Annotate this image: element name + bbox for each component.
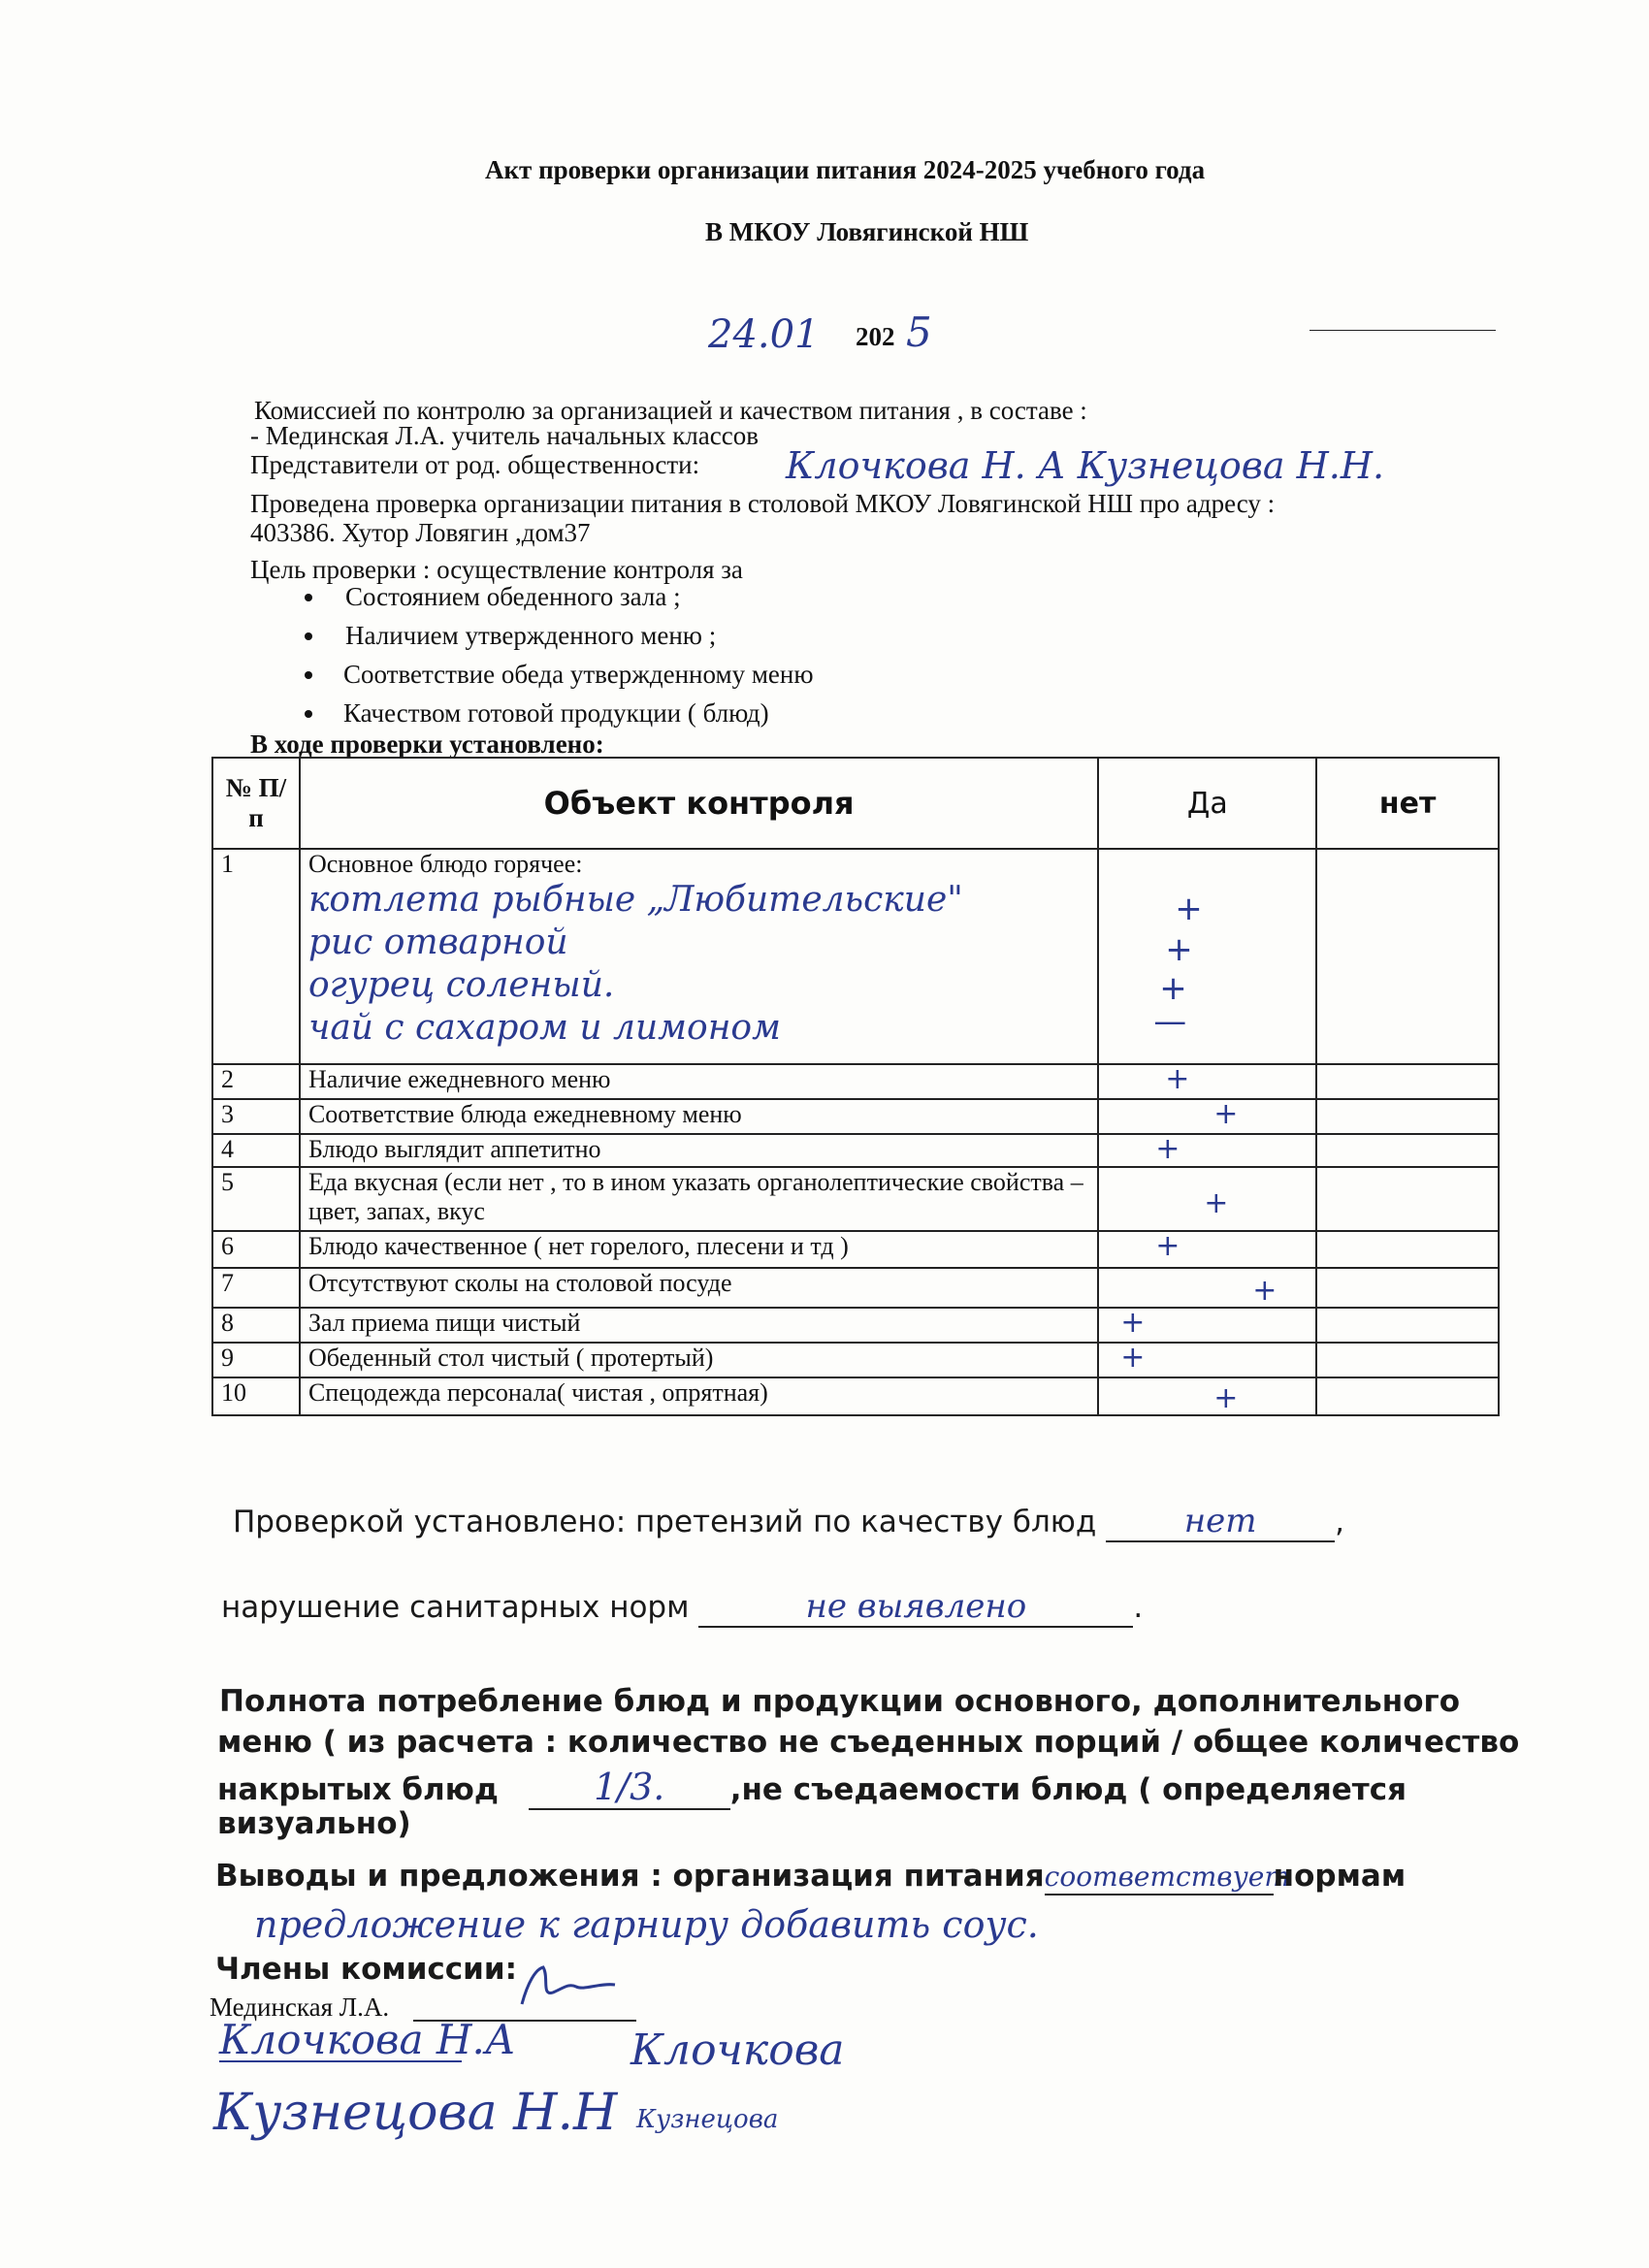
conclusions-label: Выводы и предложения : организация питания — [215, 1859, 1045, 1894]
table-row — [212, 1064, 1499, 1099]
consumption-line-2: меню ( из расчета : количество не съеденных порций / общее количество — [217, 1725, 1520, 1760]
row-yes-cell — [1098, 1308, 1316, 1343]
goal-item: Соответствие обеда утвержденному меню — [343, 660, 814, 689]
row-yes-cell — [1098, 1343, 1316, 1377]
check-mark: + — [1213, 1381, 1239, 1415]
proposal-handwritten: предложение к гарниру добавить соус. — [254, 1903, 1039, 1946]
row-object: Блюдо качественное ( нет горелого, плесени и тд ) — [300, 1231, 1098, 1268]
table-row — [212, 1099, 1499, 1134]
row-object: Спецодежда персонала( чистая , опрятная) — [300, 1377, 1098, 1415]
row-yes-cell — [1098, 1377, 1316, 1415]
row-no-cell — [1316, 1377, 1499, 1415]
consumption-line-1: Полнота потребление блюд и продукции основного, дополнительного — [219, 1684, 1460, 1719]
row-yes-cell — [1098, 1099, 1316, 1134]
header-yes: Да — [1098, 758, 1316, 849]
table-row — [212, 1134, 1499, 1167]
claims-blank — [1106, 1502, 1335, 1542]
rep-1-signature: Клочкова — [630, 2025, 845, 2075]
row-num: 4 — [212, 1134, 300, 1167]
row-no-cell — [1316, 1308, 1499, 1343]
row-num: 10 — [212, 1377, 300, 1415]
dish-item: чай с сахаром и лимоном — [307, 1008, 781, 1048]
row-no-cell — [1316, 849, 1499, 1064]
row-num: 7 — [212, 1268, 300, 1308]
row-num: 5 — [212, 1167, 300, 1231]
bullet-dot — [305, 671, 312, 679]
row-object: Еда вкусная (если нет , то в ином указать органолептические свойства – цвет, запах, вкус — [300, 1167, 1098, 1231]
table-row — [212, 849, 1499, 1064]
table-row — [212, 1231, 1499, 1268]
row-object: Зал приема пищи чистый — [300, 1308, 1098, 1343]
members-label: Члены комиссии: — [215, 1952, 518, 1987]
row-object: Соответствие блюда ежедневному меню — [300, 1099, 1098, 1134]
date-handwritten: 24.01 — [708, 312, 820, 357]
signature-line — [219, 2060, 462, 2062]
row-object: Отсутствуют сколы на столовой посуде — [300, 1268, 1098, 1308]
goal-item: Качеством готовой продукции ( блюд) — [343, 698, 769, 728]
header-object: Объект контроля — [300, 758, 1098, 849]
row-no-cell — [1316, 1167, 1499, 1231]
table-row — [212, 1167, 1499, 1231]
row-yes-cell — [1098, 1167, 1316, 1231]
check-mark: + — [1175, 890, 1203, 928]
bullet-dot — [305, 594, 312, 601]
sanitary-blank — [698, 1587, 1133, 1628]
conclusions-blank — [1044, 1859, 1290, 1895]
claims-line — [233, 1502, 1344, 1542]
row-object: Блюдо выглядит аппетитно — [300, 1134, 1098, 1167]
check-mark: + — [1120, 1306, 1146, 1340]
row-num: 1 — [212, 849, 300, 1064]
rep-2-signature: Кузнецова — [636, 2105, 779, 2134]
row-num: 2 — [212, 1064, 300, 1099]
table-row — [212, 1268, 1499, 1308]
claims-value: нет — [1183, 1502, 1257, 1540]
member-1-name: Мединская Л.А. — [210, 1993, 390, 2022]
header-no: нет — [1316, 758, 1499, 849]
consumption-value: 1/3. — [594, 1766, 665, 1808]
row-num: 6 — [212, 1231, 300, 1268]
row-object: Обеденный стол чистый ( протертый) — [300, 1343, 1098, 1377]
dash-mark: — — [1153, 1002, 1187, 1041]
bullet-dot — [305, 710, 312, 718]
table-row — [212, 1308, 1499, 1343]
dish-item: рис отварной — [307, 923, 568, 962]
goal-line: Цель проверки : осуществление контроля за — [250, 555, 743, 584]
check-mark: + — [1120, 1341, 1146, 1375]
bullet-dot — [305, 632, 312, 640]
check-line-1: Проведена проверка организации питания в столовой МКОУ Ловягинской НШ про адресу : — [250, 489, 1276, 518]
row-num: 9 — [212, 1343, 300, 1377]
commission-line: Комиссией по контролю за организацией и качеством питания , в составе : — [254, 396, 1087, 425]
row-yes-cell — [1098, 1064, 1316, 1099]
hot-dish-label: Основное блюдо горячее: — [307, 850, 583, 878]
sanitary-line — [221, 1587, 1143, 1628]
reps-handwritten: Клочкова Н. А Кузнецова Н.Н. — [786, 444, 1385, 487]
row-num: 8 — [212, 1308, 300, 1343]
row-object — [300, 849, 1098, 1064]
check-line-2: 403386. Хутор Ловягин ,дом37 — [250, 518, 591, 547]
check-mark: + — [1155, 1132, 1180, 1166]
row-yes-cell — [1098, 1134, 1316, 1167]
consumption-blank — [529, 1766, 730, 1810]
claims-end: , — [1335, 1505, 1345, 1539]
conclusions-line — [215, 1859, 1406, 1895]
sanitary-label: нарушение санитарных норм — [221, 1590, 690, 1625]
table-row — [212, 1377, 1499, 1415]
top-right-rule — [1310, 330, 1496, 331]
row-num: 3 — [212, 1099, 300, 1134]
goal-item: Наличием утвержденного меню ; — [345, 621, 717, 650]
conclusions-end: нормам — [1273, 1859, 1406, 1894]
consumption-line-3 — [217, 1766, 1406, 1810]
member-1-signature-icon — [514, 1954, 621, 2012]
check-mark: + — [1165, 930, 1193, 969]
reps-label: Представители от род. общественности: — [250, 450, 700, 479]
consumption-label: накрытых блюд — [217, 1772, 499, 1807]
claims-label: Проверкой установлено: претензий по качеству блюд — [233, 1505, 1097, 1539]
row-no-cell — [1316, 1343, 1499, 1377]
document-title: Акт проверки организации питания 2024-2025 учебного года — [485, 155, 1206, 184]
check-mark: + — [1204, 1186, 1229, 1220]
consumption-end: ,не съедаемости блюд ( определяется — [729, 1772, 1407, 1807]
member-line: - Мединская Л.А. учитель начальных классов — [250, 421, 759, 450]
header-num: № П/п — [212, 758, 300, 849]
dish-item: котлета рыбные „Любительские" — [307, 880, 963, 920]
check-mark: + — [1155, 1229, 1180, 1263]
dish-item: огурец соленый. — [307, 965, 615, 1005]
sanitary-end: . — [1133, 1590, 1144, 1625]
check-mark: + — [1159, 969, 1187, 1008]
row-no-cell — [1316, 1231, 1499, 1268]
table-header-row — [212, 758, 1499, 849]
conclusions-value: соответствует — [1044, 1861, 1290, 1893]
established-label: В ходе проверки установлено: — [250, 729, 604, 759]
check-mark: + — [1213, 1097, 1239, 1131]
sanitary-value: не выявлено — [805, 1587, 1027, 1626]
rep-2-name-handwritten: Кузнецова Н.Н — [213, 2084, 618, 2142]
year-printed: 202 — [856, 322, 895, 351]
row-no-cell — [1316, 1268, 1499, 1308]
school-name: В МКОУ Ловягинской НШ — [705, 217, 1029, 246]
table-row — [212, 1343, 1499, 1377]
year-digit-handwritten: 5 — [906, 308, 932, 356]
row-yes-cell — [1098, 849, 1316, 1064]
row-yes-cell — [1098, 1231, 1316, 1268]
row-yes-cell — [1098, 1268, 1316, 1308]
rep-1-name-handwritten: Клочкова Н.А — [219, 2016, 516, 2063]
row-object: Наличие ежедневного меню — [300, 1064, 1098, 1099]
check-mark: + — [1165, 1062, 1190, 1096]
check-mark: + — [1252, 1274, 1277, 1308]
consumption-line-4: визуально) — [217, 1806, 411, 1841]
goal-item: Состоянием обеденного зала ; — [345, 582, 681, 611]
row-no-cell — [1316, 1064, 1499, 1099]
row-no-cell — [1316, 1099, 1499, 1134]
row-no-cell — [1316, 1134, 1499, 1167]
control-table — [211, 757, 1500, 1416]
